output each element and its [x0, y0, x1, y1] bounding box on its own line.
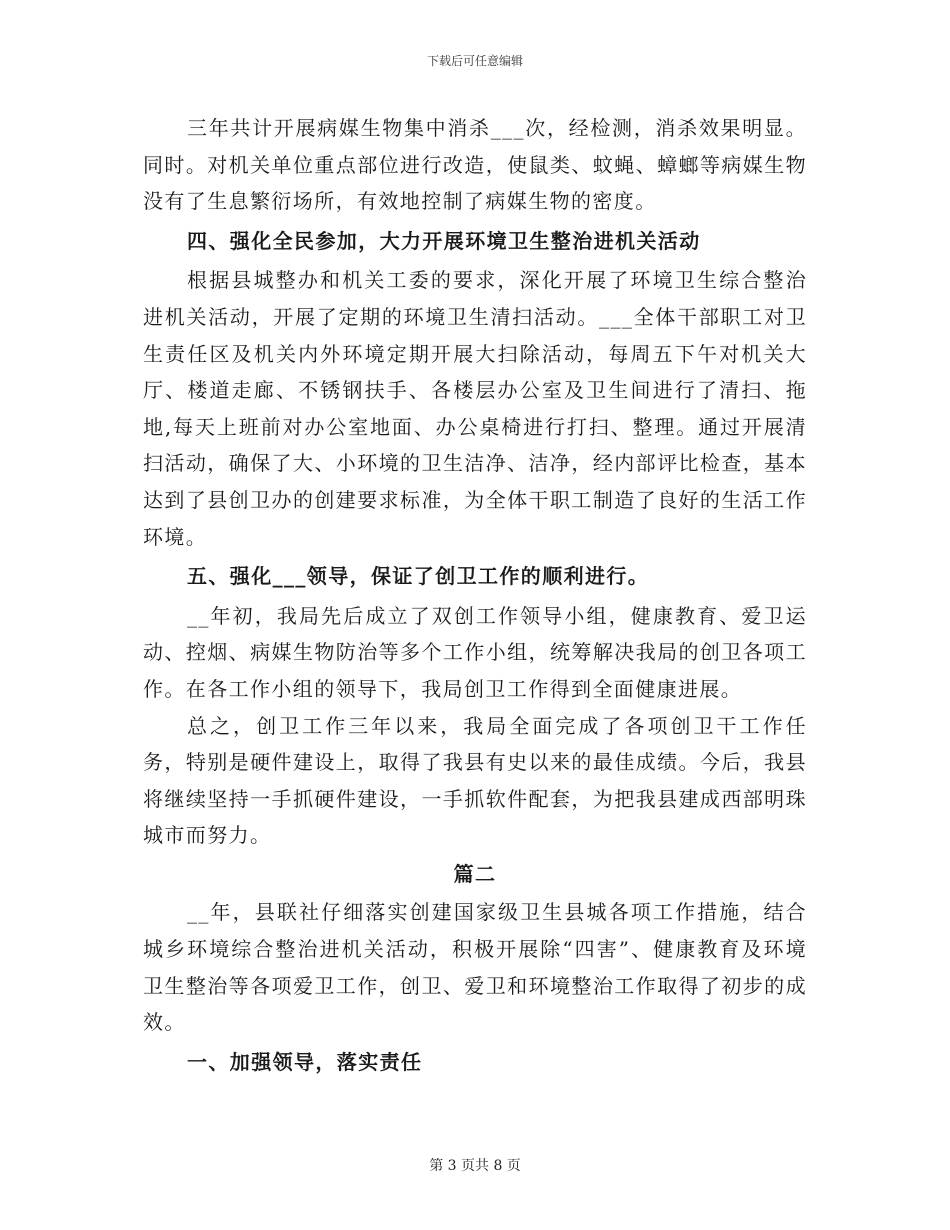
- document-body: [143, 110, 807, 1083]
- section-heading-5: 五、强化___领导，保证了创卫工作的顺利进行。: [187, 564, 650, 589]
- paragraph-conclusion: 总之，创卫工作三年以来，我局全面完成了各项创卫干工作任务，特别是硬件建设上，取得了我县有史以来的最佳成绩。今后，我县将继续坚持一手抓硬件建设，一手抓软件配套，为把我县建成西部明珠城市而努力。: [143, 713, 807, 848]
- page-number-footer: 第 3 页共 8 页: [429, 1158, 521, 1174]
- paragraph-pest-control: 三年共计开展病媒生物集中消杀___次，经检测，消杀效果明显。同时。对机关单位重点部位进行改造，使鼠类、蚊蝇、蟑螂等病媒生物没有了生息繁衍场所，有效地控制了病媒生物的密度。: [143, 116, 807, 214]
- paragraph-environment-cleanup: 根据县城整办和机关工委的要求，深化开展了环境卫生综合整治进机关活动，开展了定期的环境卫生清扫活动。___全体干部职工对卫生责任区及机关内外环境定期开展大扫除活动，每周五下午对机关大厅、楼道走廊、不锈钢扶手、各楼层办公室及卫生间进行了清扫、拖地,每天上班前对办公室地面、办公桌椅进行打扫、整理。通过开展清扫活动，确保了大、小环境的卫生洁净、洁净，经内部评比检查，基本达到了县创卫办的创建要求标准，为全体干职工制造了良好的生活工作环境。: [143, 268, 807, 549]
- section-heading-4: 四、强化全民参加，大力开展环境卫生整治进机关活动: [187, 228, 701, 253]
- page-header-note: 下载后可任意编辑: [426, 54, 523, 68]
- section-heading-1: 一、加强领导，落实责任: [187, 1049, 423, 1074]
- paragraph-leadership-groups: __年初，我局先后成立了双创工作领导小组，健康教育、爱卫运动、控烟、病媒生物防治等多个工作小组，统筹解决我局的创卫各项工作。在各工作小组的领导下，我局创卫工作得到全面健康进展。: [143, 603, 807, 701]
- part-two-title: 篇二: [453, 861, 497, 886]
- paragraph-part-two-intro: __年，县联社仔细落实创建国家级卫生县城各项工作措施，结合城乡环境综合整治进机关活动，积极开展除“四害”、健康教育及环境卫生整治等各项爱卫工作，创卫、爱卫和环境整治工作取得了初步的成效。: [143, 900, 807, 1035]
